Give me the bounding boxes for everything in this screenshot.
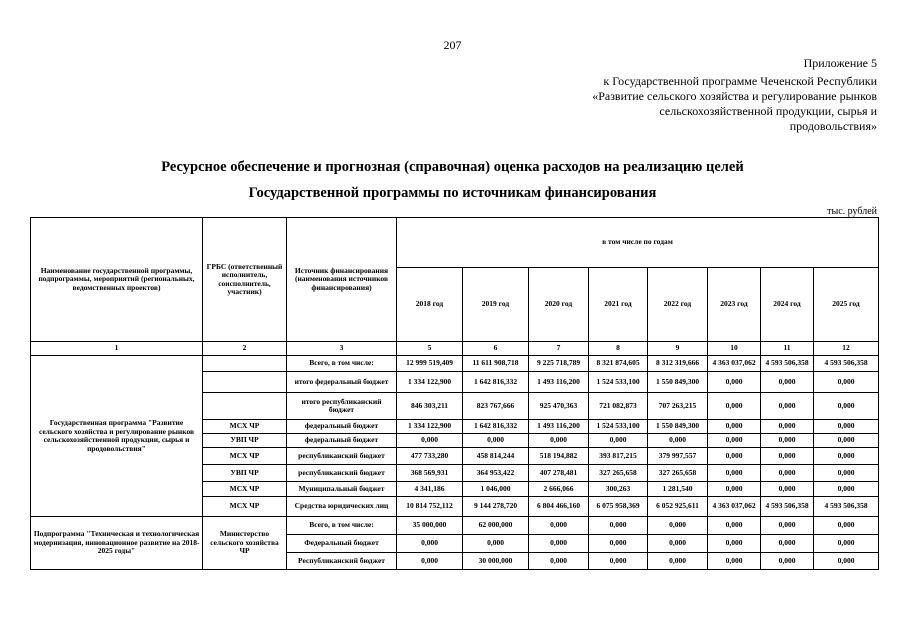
value-cell: 1 046,000 [463,482,529,497]
value-cell: 0,000 [529,553,589,570]
value-cell: 12 999 519,409 [397,356,463,372]
value-cell: 0,000 [761,420,814,434]
value-cell: 0,000 [463,535,529,553]
value-cell: 379 997,557 [648,448,708,465]
value-cell: 9 144 278,720 [463,497,529,517]
value-cell: 0,000 [814,535,879,553]
value-cell: 0,000 [529,535,589,553]
program-name-cell: Подпрограмма "Техническая и технологическая модернизация, инновационное развитие на 2018-2025 годы" [31,517,203,570]
value-cell: 458 814,244 [463,448,529,465]
value-cell: 8 312 319,666 [648,356,708,372]
value-cell: 1 334 122,900 [397,420,463,434]
value-cell: 0,000 [761,553,814,570]
column-number: 2 [203,342,287,356]
document-title [0,154,905,206]
source-cell: Всего, в том числе: [287,356,397,372]
grbs-cell [203,372,287,393]
value-cell: 0,000 [463,434,529,448]
value-cell: 0,000 [397,553,463,570]
value-cell: 6 804 466,160 [529,497,589,517]
units-label: тыс. рублей [827,206,877,217]
financing-table [30,217,879,570]
document-title-line-2: Государственной программы по источникам финансирования [248,185,657,201]
value-cell: 0,000 [589,535,648,553]
value-cell: 477 733,280 [397,448,463,465]
column-number: 10 [708,342,761,356]
grbs-cell: МСХ ЧР [203,448,287,465]
value-cell: 9 225 718,789 [529,356,589,372]
value-cell: 6 052 925,611 [648,497,708,517]
grbs-cell: МСХ ЧР [203,497,287,517]
value-cell: 0,000 [761,448,814,465]
value-cell: 35 000,000 [397,517,463,535]
value-cell: 0,000 [708,482,761,497]
header-year: 2023 год [708,268,761,342]
source-cell: федеральный бюджет [287,420,397,434]
value-cell: 4 593 506,358 [761,497,814,517]
column-number: 12 [814,342,879,356]
value-cell: 721 082,873 [589,393,648,420]
value-cell: 0,000 [708,535,761,553]
value-cell: 0,000 [648,535,708,553]
appendix-description: к Государственной программе Чеченской Республики «Развитие сельского хозяйства и регулирование рынков сельскохозяйственной продукции, сырья и продовольствия» [592,74,877,133]
column-number: 11 [761,342,814,356]
value-cell: 0,000 [761,535,814,553]
value-cell: 10 814 752,112 [397,497,463,517]
value-cell: 8 321 874,605 [589,356,648,372]
value-cell: 30 000,000 [463,553,529,570]
header-year: 2025 год [814,268,879,342]
value-cell: 0,000 [814,393,879,420]
header-year: 2019 год [463,268,529,342]
grbs-cell: Министерство сельского хозяйства ЧР [203,517,287,570]
value-cell: 0,000 [761,465,814,482]
value-cell: 4 341,186 [397,482,463,497]
value-cell: 0,000 [589,517,648,535]
value-cell: 0,000 [708,372,761,393]
source-cell: Республиканский бюджет [287,553,397,570]
header-year: 2022 год [648,268,708,342]
value-cell: 1 550 849,300 [648,372,708,393]
value-cell: 0,000 [397,535,463,553]
value-cell: 0,000 [648,553,708,570]
table-row [31,356,879,372]
value-cell: 1 642 816,332 [463,420,529,434]
source-cell: республиканский бюджет [287,465,397,482]
value-cell: 0,000 [708,465,761,482]
value-cell: 1 493 116,200 [529,420,589,434]
grbs-cell: МСХ ЧР [203,420,287,434]
value-cell: 300,263 [589,482,648,497]
header-year: 2021 год [589,268,648,342]
value-cell: 0,000 [529,434,589,448]
value-cell: 0,000 [708,434,761,448]
value-cell: 1 281,540 [648,482,708,497]
value-cell: 327 265,658 [589,465,648,482]
value-cell: 0,000 [814,553,879,570]
value-cell: 0,000 [814,517,879,535]
value-cell: 0,000 [529,517,589,535]
value-cell: 4 593 506,358 [814,356,879,372]
header-year: 2018 год [397,268,463,342]
page-number: 207 [443,38,462,52]
value-cell: 0,000 [761,517,814,535]
grbs-cell: УВП ЧР [203,465,287,482]
value-cell: 6 075 958,369 [589,497,648,517]
column-number: 6 [463,342,529,356]
source-cell: итого федеральный бюджет [287,372,397,393]
value-cell: 2 666,066 [529,482,589,497]
value-cell: 1 642 816,332 [463,372,529,393]
source-cell: республиканский бюджет [287,448,397,465]
value-cell: 0,000 [708,393,761,420]
header-grbs: ГРБС (ответственный исполнитель, соисполнитель, участник) [203,218,287,342]
grbs-cell: МСХ ЧР [203,482,287,497]
table-row [31,517,879,535]
appendix-title: Приложение 5 [803,56,877,70]
value-cell: 1 334 122,900 [397,372,463,393]
source-cell: Муниципальный бюджет [287,482,397,497]
value-cell: 327 265,658 [648,465,708,482]
value-cell: 518 194,882 [529,448,589,465]
value-cell: 368 569,931 [397,465,463,482]
header-source: Источник финансирования (наименования источников финансирования) [287,218,397,342]
value-cell: 0,000 [761,482,814,497]
value-cell: 393 817,215 [589,448,648,465]
value-cell: 0,000 [814,448,879,465]
column-number: 5 [397,342,463,356]
value-cell: 0,000 [761,434,814,448]
value-cell: 407 278,481 [529,465,589,482]
value-cell: 0,000 [814,482,879,497]
column-number: 9 [648,342,708,356]
value-cell: 707 263,215 [648,393,708,420]
column-number: 8 [589,342,648,356]
program-name-cell: Государственная программа "Развитие сельского хозяйства и регулирование рынков сельскохозяйственной продукции, сырья и продовольствия" [31,356,203,517]
value-cell: 0,000 [761,393,814,420]
grbs-cell: УВП ЧР [203,434,287,448]
value-cell: 1 524 533,100 [589,372,648,393]
value-cell: 0,000 [589,434,648,448]
value-cell: 0,000 [814,420,879,434]
source-cell: итого республиканский бюджет [287,393,397,420]
value-cell: 4 363 037,062 [708,356,761,372]
value-cell: 0,000 [648,434,708,448]
source-cell: Федеральный бюджет [287,535,397,553]
value-cell: 1 493 116,200 [529,372,589,393]
grbs-cell [203,393,287,420]
column-number: 7 [529,342,589,356]
header-year: 2024 год [761,268,814,342]
value-cell: 0,000 [397,434,463,448]
value-cell: 4 593 506,358 [761,356,814,372]
value-cell: 0,000 [761,372,814,393]
value-cell: 0,000 [708,517,761,535]
value-cell: 4 593 506,358 [814,497,879,517]
value-cell: 1 550 849,300 [648,420,708,434]
header-by-years: в том числе по годам [397,218,879,268]
column-number: 3 [287,342,397,356]
value-cell: 1 524 533,100 [589,420,648,434]
value-cell: 364 953,422 [463,465,529,482]
value-cell: 11 611 908,718 [463,356,529,372]
value-cell: 0,000 [648,517,708,535]
grbs-cell [203,356,287,372]
value-cell: 925 470,363 [529,393,589,420]
column-number: 1 [31,342,203,356]
value-cell: 4 363 037,062 [708,497,761,517]
value-cell: 0,000 [708,553,761,570]
document-title-line-1: Ресурсное обеспечение и прогнозная (справочная) оценка расходов на реализацию целей [161,159,744,175]
value-cell: 0,000 [814,434,879,448]
column-number-row [31,342,879,356]
value-cell: 0,000 [814,372,879,393]
value-cell: 0,000 [708,420,761,434]
source-cell: Средства юридических лиц [287,497,397,517]
source-cell: федеральный бюджет [287,434,397,448]
value-cell: 823 767,666 [463,393,529,420]
header-name: Наименование государственной программы, подпрограммы, мероприятий (региональных, ведомственных проектов) [31,218,203,342]
header-year: 2020 год [529,268,589,342]
value-cell: 0,000 [814,465,879,482]
source-cell: Всего, в том числе: [287,517,397,535]
value-cell: 0,000 [589,553,648,570]
value-cell: 62 000,000 [463,517,529,535]
value-cell: 0,000 [708,448,761,465]
value-cell: 846 303,211 [397,393,463,420]
